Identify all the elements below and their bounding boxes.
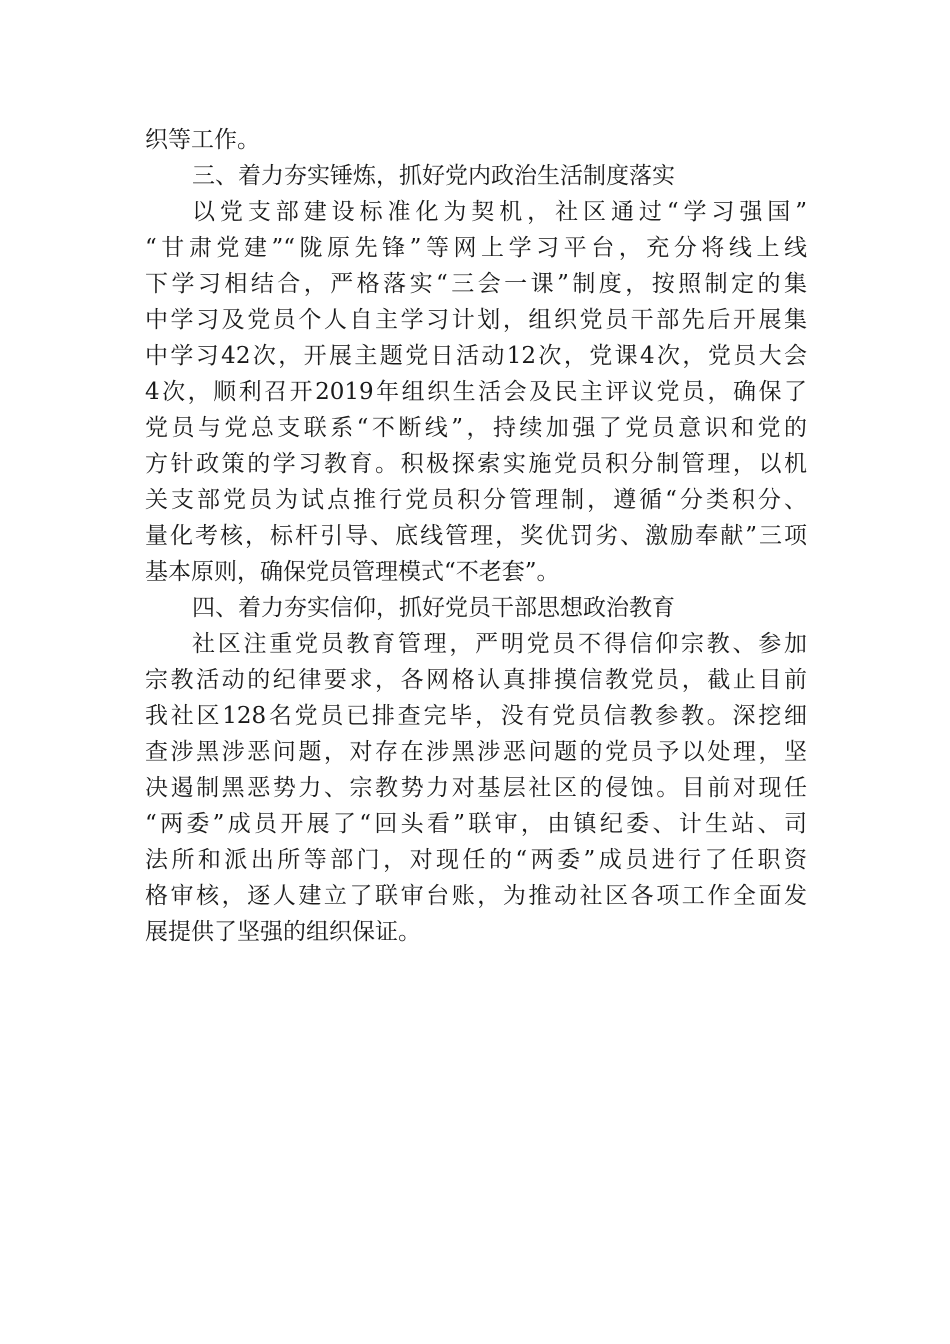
paragraph-line: 查涉黑涉恶问题，对存在涉黑涉恶问题的党员予以处理，坚	[145, 739, 807, 765]
paragraph-line: 决遏制黑恶势力、宗教势力对基层社区的侵蚀。目前对现任	[145, 775, 807, 801]
paragraph-line: 社区注重党员教育管理，严明党员不得信仰宗教、参加	[192, 631, 807, 657]
paragraph-line: 中学习42次，开展主题党日活动12次，党课4次，党员大会	[145, 343, 807, 369]
paragraph-line: 格审核，逐人建立了联审台账，为推动社区各项工作全面发	[145, 883, 807, 909]
paragraph-line: 宗教活动的纪律要求，各网格认真排摸信教党员，截止目前	[145, 667, 807, 693]
paragraph-line: 展提供了坚强的组织保证。	[145, 919, 421, 945]
paragraph-line: 4次，顺利召开2019年组织生活会及民主评议党员，确保了	[145, 379, 807, 405]
paragraph-line: 方针政策的学习教育。积极探索实施党员积分制管理，以机	[145, 451, 807, 477]
paragraph-line: “甘肃党建”“陇原先锋”等网上学习平台，充分将线上线	[145, 235, 807, 261]
paragraph-line: 基本原则，确保党员管理模式“不老套”。	[145, 559, 560, 585]
section-heading-4: 四、着力夯实信仰，抓好党员干部思想政治教育	[192, 595, 675, 621]
paragraph-line: 以党支部建设标准化为契机，社区通过“学习强国”	[192, 199, 807, 225]
paragraph-line: 党员与党总支联系“不断线”，持续加强了党员意识和党的	[145, 415, 807, 441]
paragraph-line: 法所和派出所等部门，对现任的“两委”成员进行了任职资	[145, 847, 807, 873]
paragraph-line: 量化考核，标杆引导、底线管理，奖优罚劣、激励奉献”三项	[145, 523, 807, 549]
paragraph-line: 我社区128名党员已排查完毕，没有党员信教参教。深挖细	[145, 703, 807, 729]
paragraph-line: 关支部党员为试点推行党员积分管理制，遵循“分类积分、	[145, 487, 807, 513]
paragraph-line: 下学习相结合，严格落实“三会一课”制度，按照制定的集	[145, 271, 807, 297]
paragraph-line: 中学习及党员个人自主学习计划，组织党员干部先后开展集	[145, 307, 807, 333]
paragraph-line: “两委”成员开展了“回头看”联审，由镇纪委、计生站、司	[145, 811, 807, 837]
section-heading-3: 三、着力夯实锤炼，抓好党内政治生活制度落实	[192, 163, 675, 189]
paragraph-line: 织等工作。	[145, 127, 260, 153]
